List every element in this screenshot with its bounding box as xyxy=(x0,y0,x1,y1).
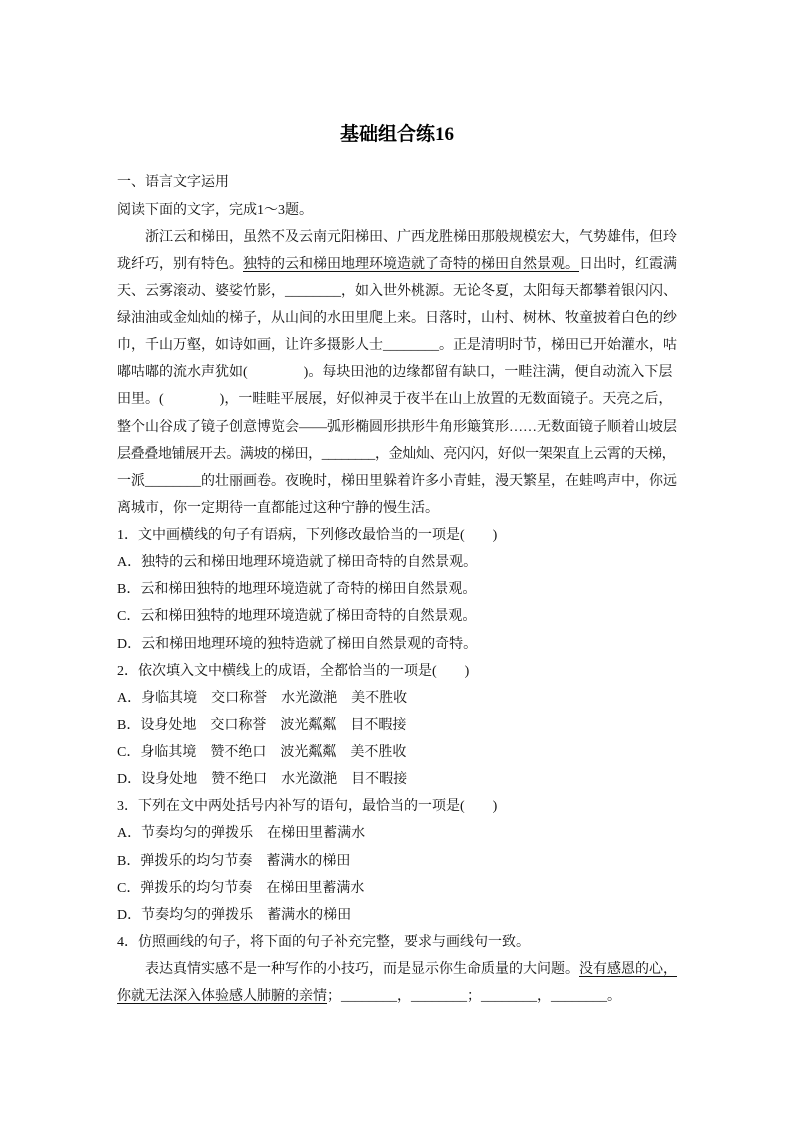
question-option: B．设身处地 交口称誉 波光粼粼 目不暇接 xyxy=(117,717,407,733)
passage-line: 嘟咕嘟的流水声犹如( )。每块田池的边缘都留有缺口，一畦注满，便自动流入下层 xyxy=(117,365,673,381)
reading-passage xyxy=(117,224,677,522)
question-option: A．独特的云和梯田地理环境造就了梯田奇特的自然景观。 xyxy=(117,555,478,571)
section-heading: 一、语言文字运用 xyxy=(117,175,229,191)
question-option: A．身临其境 交口称誉 水光潋滟 美不胜收 xyxy=(117,690,408,706)
question-option: B．弹拨乐的均匀节奏 蓄满水的梯田 xyxy=(117,853,351,869)
passage-text: 珑纤巧，别有特色。 xyxy=(117,256,243,272)
passage-line: 离城市，你一定期待一直都能过这种宁静的慢生活。 xyxy=(117,500,439,516)
document-body xyxy=(117,169,677,1010)
question-stem: 4．仿照画线的句子，将下面的句子补充完整，要求与画线句一致。 xyxy=(117,934,530,950)
page-title: 基础组合练16 xyxy=(339,124,454,145)
passage-line: 绿油油或金灿灿的梯子，从山间的水田里爬上来。日落时，山村、树林、牧童披着白色的纱 xyxy=(117,311,677,327)
question-4-text: 表达真情实感不是一种写作的小技巧，而是显示你生命质量的大问题。 xyxy=(145,962,579,978)
question-stem: 1．文中画横线的句子有语病，下列修改最恰当的一项是( ) xyxy=(117,528,498,544)
question-4 xyxy=(117,929,677,1010)
question-3 xyxy=(117,793,677,929)
question-option: D．设身处地 赞不绝口 水光潋滟 目不暇接 xyxy=(117,772,408,788)
underlined-sentence: 独特的云和梯田地理环境造就了奇特的梯田自然景观。 xyxy=(243,256,579,272)
question-1 xyxy=(117,522,677,658)
underlined-phrase: 没有感恩的心， xyxy=(579,962,677,978)
passage-line: 天、云雾滚动、婆娑竹影，________，如入世外桃源。无论冬夏，太阳每天都攀着银闪闪、 xyxy=(117,283,677,299)
question-option: C．云和梯田独特的地理环境造就了梯田奇特的自然景观。 xyxy=(117,609,477,625)
question-2 xyxy=(117,658,677,794)
question-option: C．身临其境 赞不绝口 波光粼粼 美不胜收 xyxy=(117,745,407,761)
instruction: 阅读下面的文字，完成1～3题。 xyxy=(117,202,313,218)
question-option: D．云和梯田地理环境的独特造就了梯田自然景观的奇特。 xyxy=(117,636,478,652)
question-4-text-line xyxy=(117,956,677,983)
question-stem: 3．下列在文中两处括号内补写的语句，最恰当的一项是( ) xyxy=(117,799,498,815)
passage-line: 巾，千山万壑，如诗如画，让许多摄影人士________。正是清明时节，梯田已开始灌水，咕 xyxy=(117,338,677,354)
underlined-phrase: 你就无法深入体验感人肺腑的亲情 xyxy=(117,989,327,1005)
question-option: C．弹拨乐的均匀节奏 在梯田里蓄满水 xyxy=(117,880,365,896)
passage-line: 层叠叠地铺展开去。满坡的梯田，________，金灿灿、亮闪闪，好似一架架直上云霄的天梯， xyxy=(117,446,676,462)
question-option: A．节奏均匀的弹拨乐 在梯田里蓄满水 xyxy=(117,826,366,842)
passage-line: 田里。( )，一畦畦平展展，好似神灵于夜半在山上放置的无数面镜子。天亮之后， xyxy=(117,392,673,408)
question-stem: 2．依次填入文中横线上的成语，全都恰当的一项是( ) xyxy=(117,663,470,679)
passage-line: 整个山谷成了镜子创意博览会——弧形椭圆形拱形牛角形簸箕形……无数面镜子顺着山坡层 xyxy=(117,419,677,435)
passage-text: 日出时，红霞满 xyxy=(579,256,677,272)
passage-line: 一派________的壮丽画卷。夜晚时，梯田里躲着许多小青蛙，漫天繁星，在蛙鸣声中，你远 xyxy=(117,473,677,489)
passage-line: 浙江云和梯田，虽然不及云南元阳梯田、广西龙胜梯田那般规模宏大，气势雄伟，但玲 xyxy=(145,229,677,245)
question-option: D．节奏均匀的弹拨乐 蓄满水的梯田 xyxy=(117,907,352,923)
question-option: B．云和梯田独特的地理环境造就了奇特的梯田自然景观。 xyxy=(117,582,477,598)
passage-line xyxy=(117,251,677,278)
answer-blanks: ；________，________；________，________。 xyxy=(327,989,621,1005)
question-4-text-line xyxy=(117,983,677,1010)
